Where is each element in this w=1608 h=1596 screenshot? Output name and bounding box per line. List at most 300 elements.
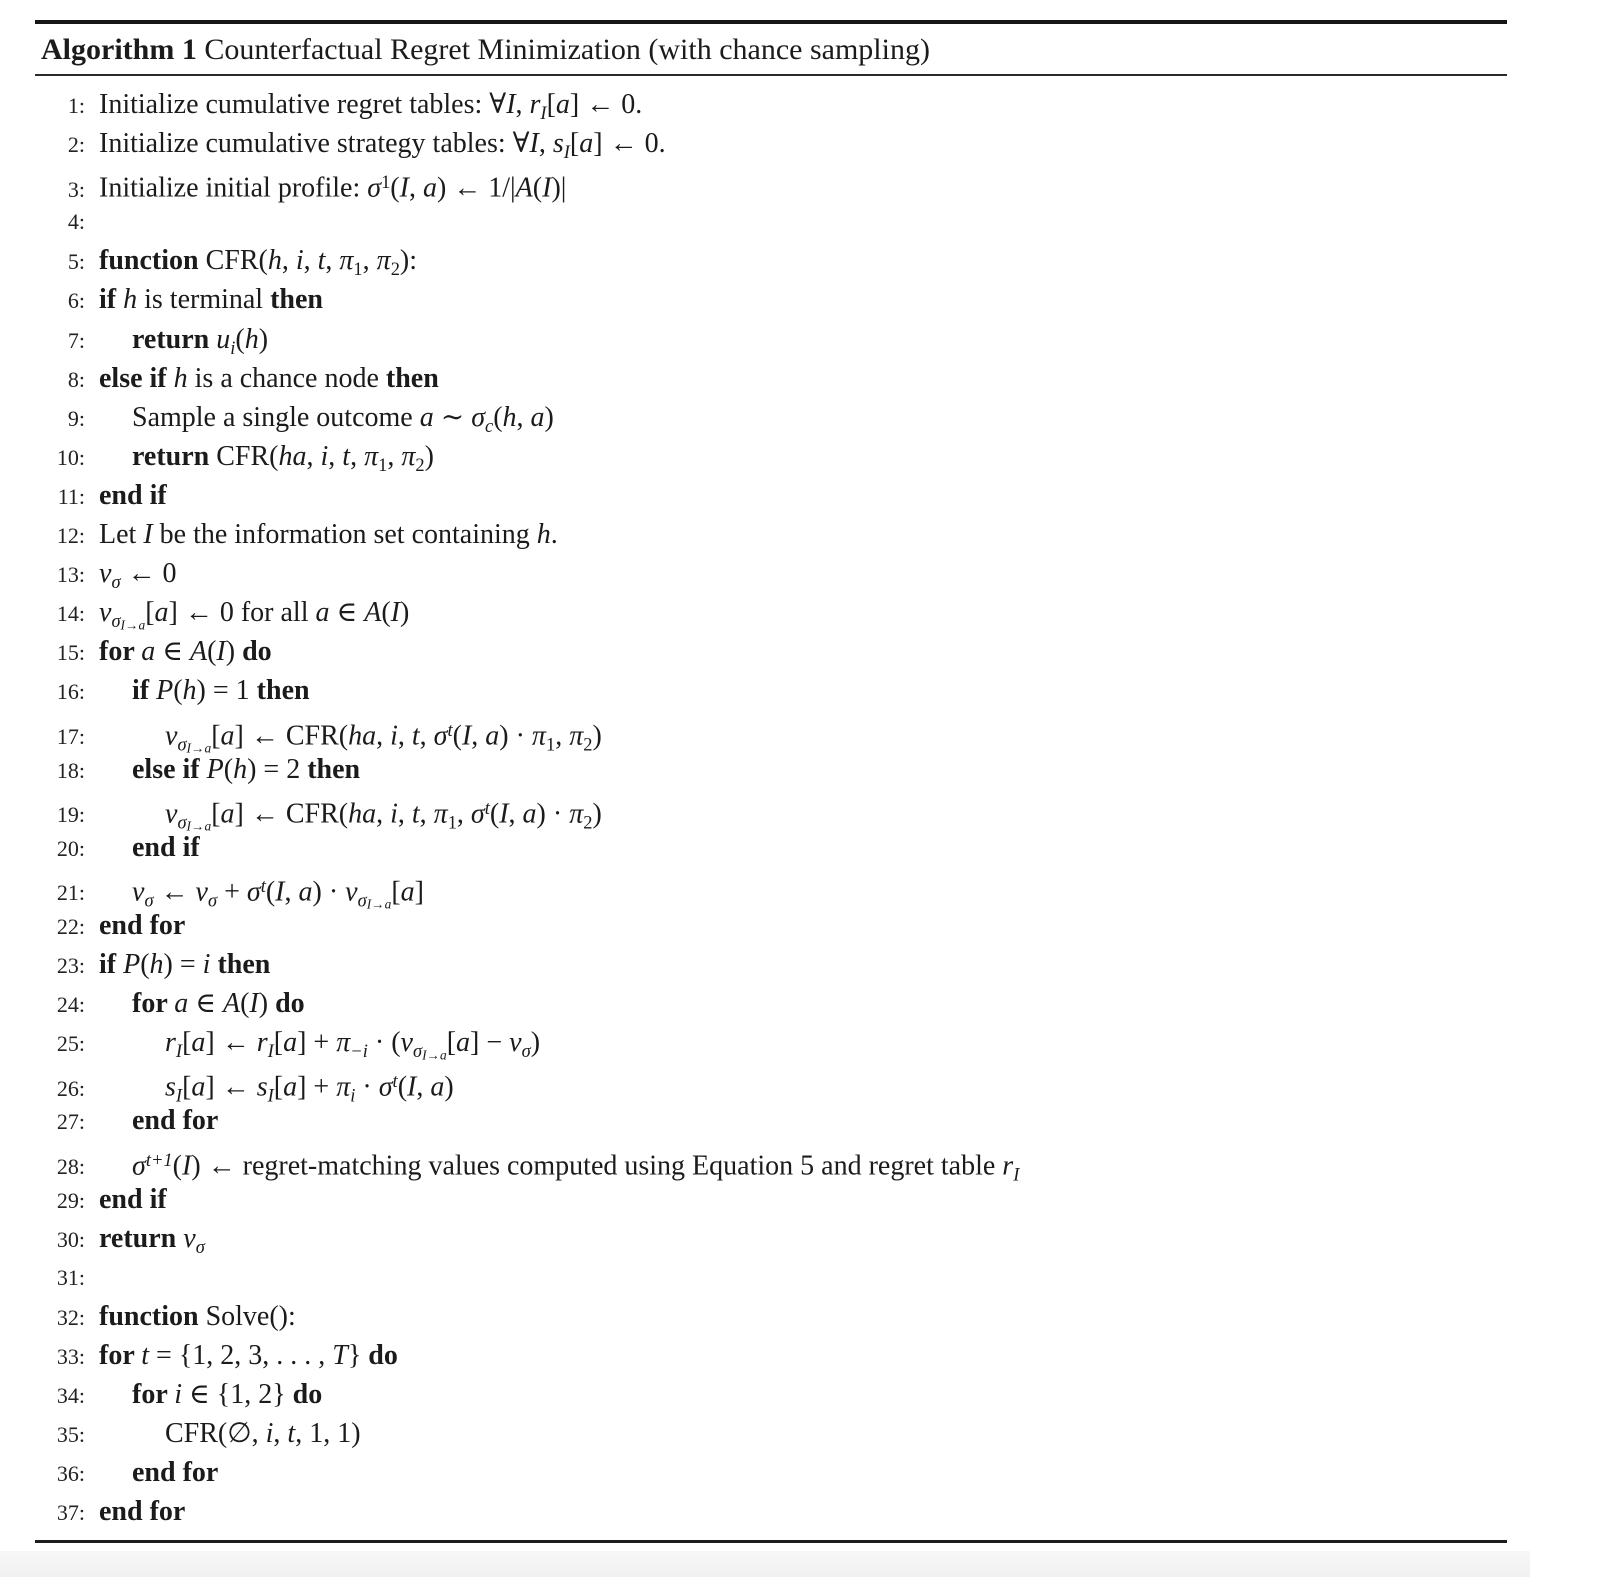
code-segment: ) bbox=[592, 719, 602, 751]
code-segment: I bbox=[542, 172, 552, 204]
code-segment: I bbox=[461, 719, 472, 751]
algorithm-title: Counterfactual Regret Minimization (with chance sampling) bbox=[196, 33, 930, 66]
algorithm-line bbox=[35, 1492, 1507, 1531]
code-segment: t bbox=[392, 1071, 398, 1092]
line-number: 26: bbox=[56, 1075, 85, 1101]
code-segment: ) · bbox=[499, 719, 532, 751]
code-segment: , bbox=[508, 798, 523, 829]
code-segment: ] bbox=[414, 876, 424, 908]
line-number: 35: bbox=[56, 1422, 85, 1448]
code-segment: } bbox=[347, 1340, 369, 1371]
algorithm-line bbox=[35, 1453, 1507, 1492]
line-number: 31: bbox=[56, 1264, 85, 1290]
code-segment: , bbox=[538, 128, 553, 160]
code-segment: I bbox=[1013, 1163, 1020, 1184]
code-segment: , bbox=[350, 440, 365, 472]
code-segment: , bbox=[516, 401, 531, 433]
code-segment: end if bbox=[99, 1183, 167, 1215]
code-segment: σ bbox=[521, 1041, 531, 1062]
algorithm-line bbox=[35, 1297, 1507, 1336]
code-segment: if bbox=[132, 675, 157, 707]
code-segment: [ bbox=[211, 719, 221, 751]
line-number: 37: bbox=[56, 1500, 85, 1526]
line-number: 14: bbox=[56, 601, 85, 627]
algorithm-line bbox=[35, 554, 1507, 593]
code-segment: I bbox=[267, 1085, 274, 1106]
code-segment: P bbox=[156, 675, 174, 707]
code-segment: , bbox=[456, 798, 471, 829]
code-segment: then bbox=[217, 949, 271, 981]
code-segment: [ bbox=[182, 1071, 192, 1103]
code-segment: ) bbox=[258, 323, 269, 355]
code-segment: v bbox=[400, 1027, 413, 1059]
algorithm-line bbox=[35, 984, 1507, 1023]
code-segment: · bbox=[355, 1071, 379, 1103]
code-segment: then bbox=[256, 675, 310, 707]
code-segment: do bbox=[275, 988, 305, 1020]
code-segment: for bbox=[132, 988, 175, 1020]
code-segment: · ( bbox=[367, 1027, 401, 1059]
line-number: 33: bbox=[56, 1344, 85, 1369]
code-segment: σ bbox=[367, 172, 382, 204]
line-number: 20: bbox=[56, 835, 85, 861]
code-segment: ) bbox=[399, 597, 410, 629]
code-segment: r bbox=[1002, 1149, 1014, 1181]
code-segment: i bbox=[390, 719, 398, 751]
line-number: 29: bbox=[56, 1187, 85, 1213]
code-segment: Initialize initial profile: bbox=[99, 172, 368, 204]
code-segment: σ bbox=[111, 572, 121, 593]
code-segment: if bbox=[99, 284, 124, 316]
code-segment: a bbox=[220, 798, 235, 829]
line-number: 10: bbox=[56, 444, 85, 470]
line-content bbox=[91, 828, 200, 867]
code-segment: σ bbox=[177, 812, 187, 833]
code-segment: for bbox=[132, 1379, 175, 1411]
code-segment: , bbox=[515, 89, 530, 120]
code-segment: , bbox=[471, 719, 486, 751]
algorithm-header bbox=[35, 24, 1507, 76]
code-segment: I bbox=[529, 128, 539, 160]
algorithm-line bbox=[35, 1258, 1507, 1297]
code-segment: h bbox=[149, 949, 164, 981]
code-segment: P bbox=[206, 753, 224, 785]
code-segment: ) bbox=[225, 636, 243, 668]
code-segment: ] ← CFR( bbox=[234, 719, 349, 751]
code-segment: a bbox=[579, 128, 594, 160]
code-segment: a bbox=[530, 401, 545, 433]
code-segment: ( bbox=[381, 597, 391, 629]
code-segment: , bbox=[387, 440, 402, 472]
algorithm-line bbox=[35, 1219, 1507, 1258]
code-segment: )| bbox=[551, 172, 567, 204]
code-segment: end if bbox=[132, 831, 200, 863]
line-number: 30: bbox=[56, 1226, 85, 1252]
code-segment: ( bbox=[532, 172, 543, 204]
line-number: 7: bbox=[67, 327, 85, 353]
code-segment: 2 bbox=[583, 733, 593, 754]
code-segment: π bbox=[336, 1071, 351, 1103]
code-segment: 1 bbox=[381, 172, 391, 193]
code-segment: a bbox=[174, 988, 189, 1020]
code-segment: ← bbox=[153, 876, 196, 908]
code-segment: , bbox=[408, 172, 423, 204]
code-segment: ha bbox=[348, 719, 377, 751]
code-segment: a bbox=[422, 172, 437, 204]
code-segment: ← 0 bbox=[120, 558, 177, 590]
code-segment: ) bbox=[592, 798, 602, 829]
code-segment: s bbox=[256, 1071, 268, 1103]
code-segment: π bbox=[569, 798, 584, 829]
code-segment: I→a bbox=[422, 1047, 447, 1063]
line-content bbox=[91, 359, 439, 398]
algorithm-body bbox=[35, 76, 1507, 1540]
code-segment: h bbox=[502, 401, 517, 433]
line-content bbox=[91, 945, 270, 984]
code-segment: 2 bbox=[583, 812, 593, 833]
code-segment: [ bbox=[446, 1027, 457, 1059]
line-number: 13: bbox=[56, 562, 85, 588]
line-content bbox=[91, 163, 566, 207]
code-segment: Sample a single outcome bbox=[132, 401, 420, 433]
code-segment: σ bbox=[111, 611, 121, 632]
algorithm-line bbox=[35, 398, 1507, 437]
code-segment: ) ← regret-matching values computed using Equation 5 and regret table bbox=[191, 1149, 1003, 1181]
code-segment: h bbox=[267, 245, 282, 277]
code-segment: σ bbox=[207, 890, 218, 911]
algorithm-line bbox=[35, 163, 1507, 202]
code-segment: i bbox=[320, 440, 329, 472]
code-segment: function bbox=[99, 245, 206, 277]
code-segment: h bbox=[173, 362, 188, 394]
code-segment: I→a bbox=[120, 617, 146, 633]
code-segment: , bbox=[328, 440, 343, 472]
code-segment: σ bbox=[433, 719, 448, 751]
code-segment: I→a bbox=[366, 896, 392, 912]
code-segment: ) · bbox=[536, 798, 570, 829]
code-segment: ] ← CFR( bbox=[234, 798, 349, 829]
code-segment: ) bbox=[530, 1027, 541, 1059]
code-segment: ] ← bbox=[205, 1071, 257, 1103]
algorithm-line bbox=[35, 1336, 1507, 1375]
line-number: 15: bbox=[56, 640, 85, 666]
code-segment: 1 bbox=[353, 259, 363, 280]
code-segment: A bbox=[189, 636, 208, 668]
code-segment: v bbox=[509, 1027, 522, 1059]
algorithm-line bbox=[35, 437, 1507, 476]
line-number: 3: bbox=[67, 176, 85, 202]
code-segment: do bbox=[242, 636, 272, 668]
code-segment: ] + bbox=[297, 1027, 337, 1059]
algorithm-line bbox=[35, 1141, 1507, 1184]
code-segment: σ bbox=[195, 1236, 205, 1257]
line-content bbox=[91, 1492, 185, 1531]
line-content bbox=[91, 1453, 218, 1492]
code-segment: ) ← 1/| bbox=[436, 172, 516, 204]
code-segment: I bbox=[143, 519, 153, 551]
code-segment: a bbox=[419, 401, 434, 433]
page-bottom-band bbox=[0, 1551, 1530, 1577]
code-segment: ] − bbox=[470, 1027, 510, 1059]
algorithm-line bbox=[35, 1414, 1507, 1453]
code-segment: , bbox=[303, 245, 318, 277]
code-segment: s bbox=[552, 128, 564, 160]
code-segment: a bbox=[555, 89, 570, 120]
code-segment: ( bbox=[172, 1149, 182, 1181]
code-segment: ) = bbox=[163, 949, 203, 981]
line-number: 24: bbox=[56, 992, 85, 1018]
code-segment: ( bbox=[265, 876, 276, 908]
line-content bbox=[91, 1375, 322, 1414]
code-segment: do bbox=[292, 1379, 323, 1411]
code-segment: v bbox=[165, 719, 178, 751]
code-segment: a bbox=[298, 876, 313, 908]
code-segment: ) = 2 bbox=[247, 753, 308, 785]
code-segment: [ bbox=[182, 1027, 192, 1059]
code-segment: h bbox=[244, 323, 259, 355]
code-segment: π bbox=[364, 440, 379, 472]
algorithm-label: Algorithm 1 bbox=[41, 33, 197, 66]
code-segment: then bbox=[307, 753, 361, 785]
line-number: 19: bbox=[56, 802, 85, 827]
code-segment: v bbox=[99, 558, 112, 590]
code-segment: return bbox=[132, 440, 217, 472]
line-content bbox=[91, 1101, 218, 1140]
code-segment: else if bbox=[132, 753, 207, 785]
algorithm-line bbox=[35, 945, 1507, 984]
code-segment: t bbox=[260, 875, 266, 896]
algorithm-block bbox=[35, 20, 1507, 1543]
code-segment: for bbox=[99, 636, 142, 668]
code-segment: I bbox=[181, 1149, 192, 1181]
algorithm-line bbox=[35, 789, 1507, 834]
line-number: 6: bbox=[67, 288, 85, 314]
code-segment: ( bbox=[489, 798, 500, 829]
code-segment: ] ← 0. bbox=[569, 89, 643, 120]
code-segment: π bbox=[336, 1027, 351, 1059]
code-segment: σ bbox=[378, 1071, 393, 1103]
code-segment: , bbox=[325, 245, 340, 277]
code-segment: ∈ bbox=[188, 988, 223, 1020]
code-segment: s bbox=[165, 1071, 176, 1103]
code-segment: I→a bbox=[186, 818, 212, 834]
code-segment: , bbox=[419, 719, 434, 751]
code-segment: u bbox=[216, 323, 231, 355]
code-segment: ) bbox=[258, 988, 276, 1020]
code-segment: v bbox=[195, 876, 208, 908]
algorithm-line bbox=[35, 593, 1507, 632]
code-segment: r bbox=[529, 89, 541, 120]
code-segment: i bbox=[390, 798, 398, 829]
code-segment: i bbox=[230, 337, 236, 358]
code-segment: ( bbox=[390, 172, 400, 204]
code-segment: , bbox=[397, 798, 412, 829]
code-segment: [ bbox=[391, 876, 401, 908]
code-segment: a bbox=[191, 1071, 206, 1103]
code-segment: a bbox=[400, 876, 415, 908]
code-segment: A bbox=[515, 172, 533, 204]
code-segment: P bbox=[123, 949, 141, 981]
code-segment: is a chance node bbox=[187, 362, 386, 394]
code-segment: σ bbox=[412, 1041, 423, 1062]
line-number: 5: bbox=[67, 249, 85, 275]
code-segment: [ bbox=[273, 1027, 284, 1059]
code-segment: , bbox=[419, 798, 434, 829]
code-segment: ( bbox=[452, 719, 462, 751]
line-content bbox=[91, 515, 558, 554]
algorithm-line bbox=[35, 202, 1507, 241]
code-segment: 1 bbox=[447, 812, 457, 833]
code-segment: π bbox=[569, 719, 584, 751]
code-segment: 1 bbox=[378, 454, 388, 475]
code-segment: a bbox=[456, 1027, 471, 1059]
code-segment: I bbox=[275, 876, 285, 908]
algorithm-line bbox=[35, 359, 1507, 398]
code-segment: ] + bbox=[297, 1071, 337, 1103]
code-segment: ha bbox=[348, 798, 377, 829]
line-number: 11: bbox=[57, 483, 85, 509]
line-number: 34: bbox=[56, 1383, 85, 1409]
code-segment: , bbox=[416, 1071, 431, 1103]
code-segment: π bbox=[433, 798, 448, 829]
algorithm-line bbox=[35, 1062, 1507, 1106]
code-segment: I bbox=[499, 798, 509, 829]
code-segment: ) bbox=[544, 401, 554, 433]
code-segment: , bbox=[284, 876, 299, 908]
code-segment: t bbox=[411, 798, 420, 829]
code-segment: 2 bbox=[415, 454, 425, 475]
code-segment: [ bbox=[211, 798, 221, 829]
line-number: 8: bbox=[67, 366, 85, 392]
code-segment: t bbox=[447, 719, 453, 740]
code-segment: Let bbox=[99, 519, 144, 551]
line-number: 36: bbox=[56, 1461, 85, 1487]
code-segment: r bbox=[165, 1027, 176, 1059]
line-number: 23: bbox=[56, 953, 85, 979]
code-segment: ) = 1 bbox=[196, 675, 257, 707]
code-segment: , bbox=[281, 245, 296, 277]
code-segment: I bbox=[249, 988, 259, 1020]
code-segment: a bbox=[315, 597, 330, 629]
line-content bbox=[91, 280, 323, 319]
line-content bbox=[91, 1414, 361, 1453]
code-segment: , bbox=[376, 798, 391, 829]
code-segment: σ bbox=[470, 798, 485, 829]
code-segment: σ bbox=[132, 1149, 146, 1181]
line-content bbox=[91, 632, 272, 671]
code-segment: v bbox=[183, 1222, 196, 1254]
code-segment: . bbox=[550, 519, 558, 551]
code-segment: be the information set containing bbox=[152, 519, 537, 551]
code-segment: I bbox=[506, 89, 516, 120]
code-segment: ∈ {1, 2} bbox=[182, 1379, 293, 1411]
code-segment: T bbox=[332, 1340, 348, 1371]
line-content bbox=[91, 1336, 398, 1375]
code-segment: for bbox=[99, 1340, 142, 1371]
code-segment: v bbox=[165, 798, 178, 829]
code-segment: π bbox=[376, 245, 391, 277]
code-segment: , 1, 1) bbox=[295, 1418, 361, 1450]
code-segment: t bbox=[411, 719, 420, 751]
code-segment: if bbox=[99, 949, 124, 981]
code-segment: h bbox=[233, 753, 248, 785]
code-segment: ( bbox=[223, 753, 234, 785]
algorithm-line bbox=[35, 85, 1507, 124]
code-segment: , bbox=[397, 719, 412, 751]
line-content bbox=[91, 984, 305, 1023]
code-segment: Initialize cumulative strategy tables: ∀ bbox=[99, 128, 530, 160]
code-segment: else if bbox=[99, 362, 174, 394]
line-number: 4: bbox=[67, 209, 85, 235]
code-segment: v bbox=[132, 876, 145, 908]
algorithm-line bbox=[35, 241, 1507, 280]
code-segment: ∈ bbox=[329, 597, 365, 629]
code-segment: CFR( bbox=[205, 245, 268, 277]
line-number: 25: bbox=[56, 1031, 85, 1057]
line-content bbox=[91, 750, 360, 789]
code-segment: I→a bbox=[186, 740, 212, 756]
code-segment: h bbox=[182, 675, 197, 707]
line-number: 32: bbox=[56, 1304, 85, 1330]
code-segment: t+1 bbox=[145, 1149, 173, 1170]
code-segment: ] ← 0 for all bbox=[168, 597, 316, 629]
line-content bbox=[91, 1219, 205, 1267]
code-segment: CFR( bbox=[216, 440, 279, 472]
algorithm-line bbox=[35, 280, 1507, 319]
code-segment: a bbox=[283, 1027, 298, 1059]
code-segment: + bbox=[217, 876, 247, 908]
code-segment: a bbox=[283, 1071, 298, 1103]
code-segment: do bbox=[368, 1340, 398, 1371]
code-segment: function bbox=[99, 1300, 206, 1332]
code-segment: i bbox=[174, 1379, 183, 1411]
code-segment: c bbox=[485, 415, 494, 436]
code-segment: I bbox=[407, 1071, 417, 1103]
line-content bbox=[91, 671, 310, 710]
code-segment: i bbox=[202, 949, 211, 981]
code-segment: Initialize cumulative regret tables: ∀ bbox=[99, 89, 507, 120]
code-segment: A bbox=[364, 597, 382, 629]
code-segment: π bbox=[401, 440, 416, 472]
code-segment: t bbox=[141, 1340, 150, 1371]
code-segment: , bbox=[362, 245, 377, 277]
line-content bbox=[91, 906, 185, 945]
code-segment: σ bbox=[471, 401, 485, 433]
code-segment: ( bbox=[235, 323, 245, 355]
code-segment: t bbox=[317, 245, 326, 277]
code-segment: ( bbox=[397, 1071, 408, 1103]
code-segment: end for bbox=[99, 1496, 186, 1528]
line-number: 9: bbox=[67, 405, 85, 431]
code-segment: I bbox=[540, 103, 547, 124]
code-segment: r bbox=[256, 1027, 268, 1059]
code-segment: ( bbox=[207, 636, 217, 668]
algorithm-line bbox=[35, 1023, 1507, 1062]
line-content bbox=[91, 1297, 296, 1336]
line-number: 28: bbox=[56, 1153, 85, 1179]
code-segment: return bbox=[132, 323, 217, 355]
code-segment: 1 bbox=[545, 733, 556, 754]
code-segment: end for bbox=[99, 909, 186, 941]
code-segment: h bbox=[123, 284, 138, 316]
code-segment: Solve(): bbox=[205, 1300, 296, 1332]
code-segment: a bbox=[522, 798, 537, 829]
code-segment: I bbox=[175, 1041, 183, 1062]
code-segment: I bbox=[216, 636, 226, 668]
code-segment: v bbox=[99, 597, 112, 629]
code-segment: then bbox=[270, 284, 323, 316]
code-segment: ( bbox=[140, 949, 150, 981]
